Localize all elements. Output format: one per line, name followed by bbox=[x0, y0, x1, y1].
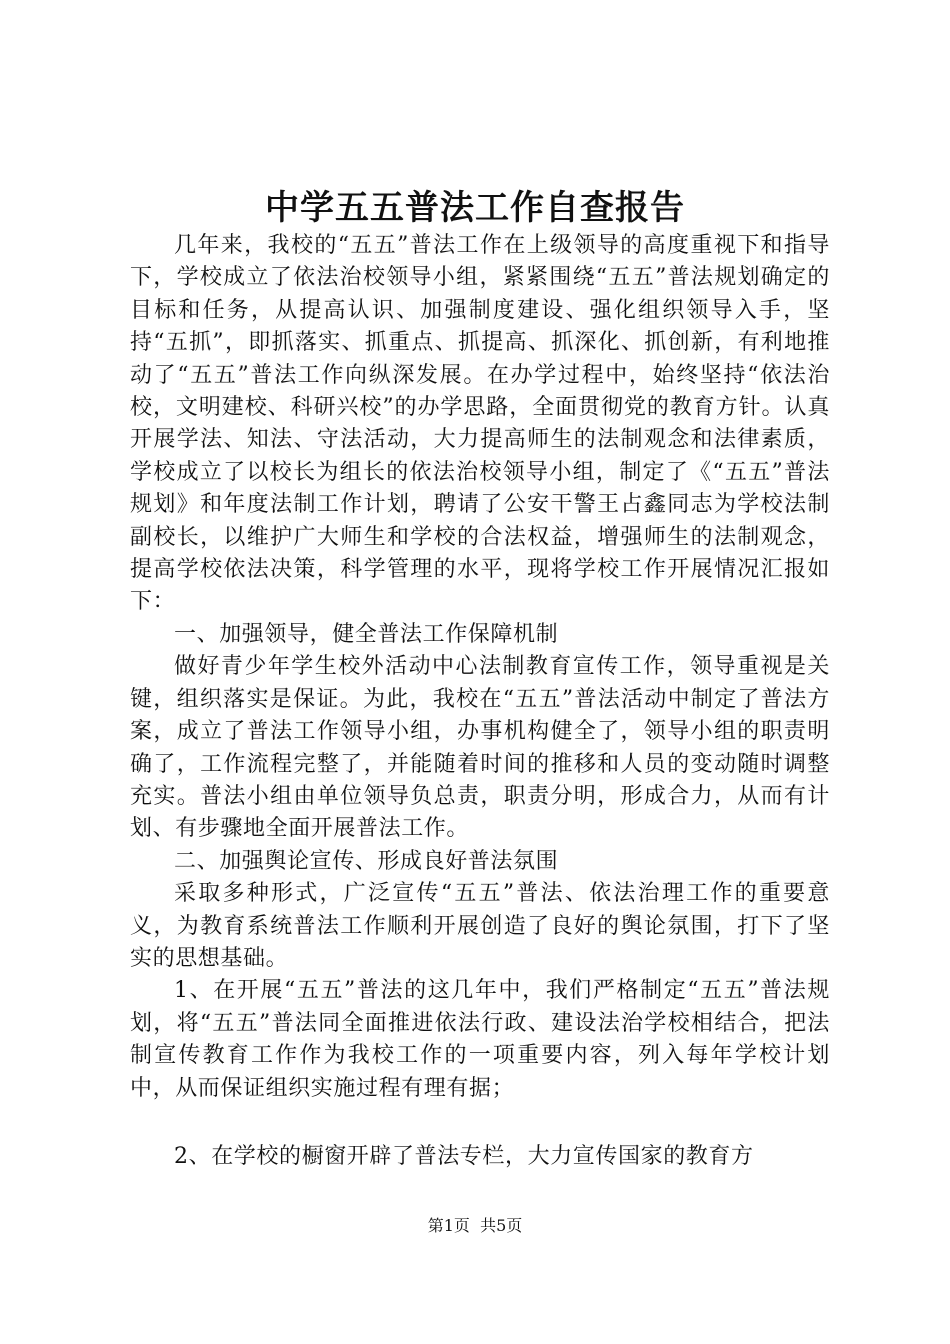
paragraph-section-1: 做好青少年学生校外活动中心法制教育宣传工作，领导重视是关键，组织落实是保证。为此，我校在“五五”普法活动中制定了普法方案，成立了普法工作领导小组，办事机构健全了，领导小组的职责明确了，工作流程完整了，并能随着时间的推移和人员的变动随时调整充实。普法小组由单位领导负总责，职责分明，形成合力，从而有计划、有步骤地全面开展普法工作。 bbox=[130, 654, 830, 842]
paragraph-item-2: 2、在学校的橱窗开辟了普法专栏，大力宣传国家的教育方 bbox=[174, 1143, 754, 1169]
page-number-label: 第1页 共5页 bbox=[427, 1216, 523, 1235]
paragraph-item-1: 1、在开展“五五”普法的这几年中，我们严格制定“五五”普法规划，将“五五”普法同全面推进依法行政、建设法治学校相结合，把法制宣传教育工作作为我校工作的一项重要内容，列入每年学校计划中，从而保证组织实施过程有理有据； bbox=[130, 978, 830, 1101]
section-heading-1: 一、加强领导，健全普法工作保障机制 bbox=[174, 621, 559, 647]
document-title: 中学五五普法工作自查报告 bbox=[265, 188, 685, 228]
section-heading-2: 二、加强舆论宣传、形成良好普法氛围 bbox=[174, 848, 559, 874]
paragraph-section-2: 采取多种形式，广泛宣传“五五”普法、依法治理工作的重要意义，为教育系统普法工作顺利开展创造了良好的舆论氛围，打下了坚实的思想基础。 bbox=[130, 881, 830, 971]
paragraph-intro: 几年来，我校的“五五”普法工作在上级领导的高度重视下和指导下，学校成立了依法治校领导小组，紧紧围绕“五五”普法规划确定的目标和任务，从提高认识、加强制度建设、强化组织领导入手，坚持“五抓”，即抓落实、抓重点、抓提高、抓深化、抓创新，有利地推动了“五五”普法工作向纵深发展。在办学过程中，始终坚持“依法治校，文明建校、科研兴校”的办学思路，全面贯彻党的教育方针。认真开展学法、知法、守法活动，大力提高师生的法制观念和法律素质，学校成立了以校长为组长的依法治校领导小组，制定了《“五五”普法规划》和年度法制工作计划，聘请了公安干警王占鑫同志为学校法制副校长，以维护广大师生和学校的合法权益，增强师生的法制观念，提高学校依法决策，科学管理的水平，现将学校工作开展情况汇报如下： bbox=[130, 233, 830, 615]
document-body bbox=[130, 230, 830, 1173]
page-footer bbox=[0, 1216, 950, 1236]
